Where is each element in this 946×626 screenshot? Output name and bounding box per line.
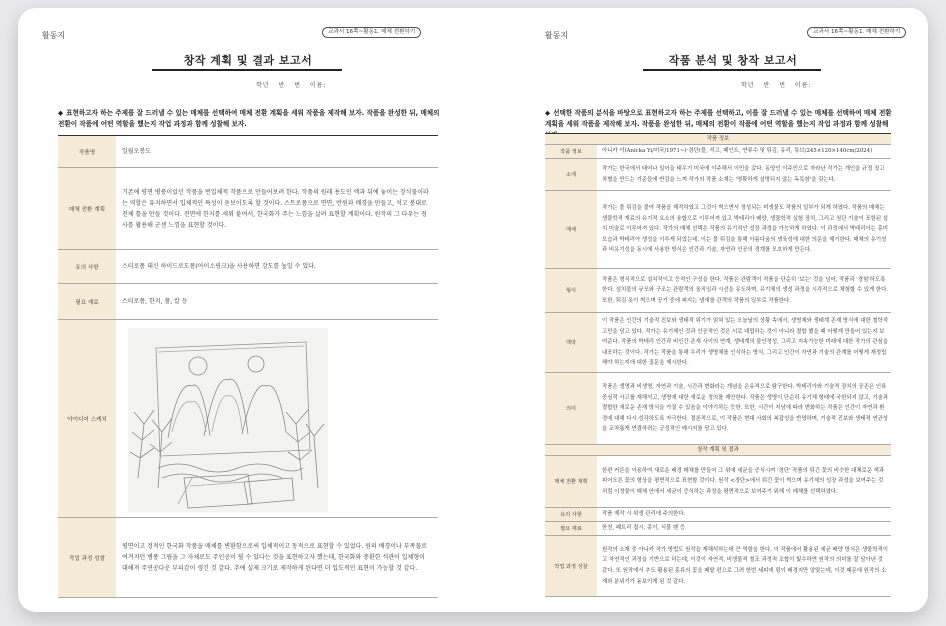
row-header: 매체 — [545, 191, 597, 268]
row-content: 기존에 평면 병풍이었던 작품을 번입체적 작품으로 만들어보려 한다. 작품의 원래 용도인 액과 뒤에 놓이는 장식물이라는 역할은 유지하면서 입체적인 특성이 돋보이도록 할 것이다. 스트로폼으로 면면, 반원과 배경을 만들고, 석고 붕대로 전체 틀을 만들 것이다. 전면에 한지를 새워 붙여서, 한국화가 주는 느낌을 살려 표현할 계획이다. 원작의 그 다우는 청사를 활용해 군센 느낌을 표현할 것이다. — [122, 188, 429, 229]
row-content: 한천, 페트리 접시, 종이, 식물 펜 등 — [602, 525, 686, 532]
table-row — [58, 518, 438, 598]
row-header: 형식 — [545, 269, 597, 312]
table-row — [545, 159, 891, 191]
table-row — [545, 269, 891, 313]
table-row — [58, 320, 438, 518]
row-content: 이 작품은 인간의 기술적 진보와 생태적 위기가 얽혀 있는 오늘날의 상황 속에서, 생명체와 생태계 존재 방식에 대한 철학적 고민을 담고 있다. 작가는 유기체인 것과 인공적인 것은 서로 대립하는 것이 아니라 결합 했을 때 어떻게 만들어 있는지 보여준다. 작품의 박테리 인간과 비인간 존재 사이의 연계, 생태계의 불안정성, 그리고 지속가능한 미래에 대한 작가의 관심을 내포하는 것이다. 작가는 작품을 통해 우리가 생명체를 인식하는 방식, 그리고 인간이 자연과 기술의 관계를 어떻게 재정립해야 하는지에 대한 질문을 제시한다. — [602, 318, 888, 367]
row-header: 매체 전환 계획 — [545, 456, 597, 507]
report-table — [58, 135, 438, 597]
row-header: 필요 재료 — [58, 284, 116, 319]
row-header: 맥락 — [545, 313, 597, 372]
table-row — [545, 522, 891, 536]
row-header: 소재 — [545, 159, 597, 190]
row-content: 일월오봉도 — [122, 148, 151, 155]
instructions — [58, 108, 442, 130]
student-info-line: 학년 반 번 이름: — [741, 82, 812, 89]
page-title: 창작 계획 및 결과 보고서 — [183, 54, 313, 67]
table-row — [58, 168, 438, 250]
table-row — [545, 536, 891, 597]
table-row — [58, 250, 438, 284]
instructions-text: 표현하고자 하는 주제를 잘 드러낼 수 있는 매체를 선택하여 매체 전환 계획을 세워 작품을 제작해 보자. 작품을 완성한 뒤, 매체의 전환이 작품에 어떤 역할을 했는지 작업 과정과 함께 성찰해 보자. — [58, 109, 440, 128]
textbook-reference: 교과서 16쪽~활동1. 매체 전환하기 — [322, 27, 421, 38]
row-header: 의미 — [545, 373, 597, 444]
table-row — [545, 313, 891, 373]
row-content: 원작의 소재 중 아니카 작가 방법도 원작을 재해석하는데 큰 역할을 한다. 이 작품에서 활용된 세균 배양 방식은 생물학적이고 자연적인 과정을 기반으로 하는데, 이것이 자연적, 비생물적 철조 과정적 조합이 빛수하면 원작의 의미를 잘 담아낸 것 같다. 또 원작에서 추도 활용된 흥류의 꽃을 페탈 편으로 그려 한번 세피에 펑이 배경지만 알맞는데, 이것 때문에 원작의 소재와 분위기가 돋보이게 된 것 같다. — [602, 546, 888, 585]
row-content: 작품은 생명과 비생명, 자연과 기술, 시간과 변화라는 개념을 은유적으로 탐구한다. 박테리아와 기술적 장치의 공존은 인류 중심적 사고를 재해석고, 생명에 대한 새로운 정의를 제안한다. 작품은 생명이 단순히 유기체 형태에 국한되지 않고, 기술과 결합한 새로운 존재 방식을 가질 수 있음을 이야기하는 듯한. 또한, 시간이 지남에 따라 변화하는 작품은 인간이 자연과 환경에 대해 다시 성각하도록 자극한다. 결론적으로, 이 작품은 현대 사회의 복잡성을 반영하며, 기술적 진보와 생태적 연관성을 교차롭게 연결하려는 긍정적인 메시지를 담고 있다. — [602, 384, 888, 433]
diamond-bullet-icon: ◆ — [58, 109, 64, 117]
table-row — [545, 191, 891, 269]
worksheet-tag: 활동지 — [545, 31, 569, 40]
row-content: 작가는 한국에서 태어나 일어을 태우기 미국에 이주해서 이민을 갔다. 동양인 이주민으로 자라난 작가는 개인을 규정 짓고 차별을 만드는 기준들에 반감을 느껴 작가의 작품 소재는 '명확하게 설명되지 않는 독특함'을 갖는다. — [602, 165, 885, 183]
section-header-creation-plan: 창작 계획 및 결과 — [545, 445, 891, 456]
instructions-text: 선택한 작품의 분석을 바탕으로 표현하고자 하는 주제를 선택하고, 이를 잘 드러낼 수 있는 매체를 선택하여 매체 전환 계획을 세워 작품을 제작해 보자. 작품을 완성한 뒤, 매체의 전환이 작품에 어떤 역할을 했는지 작업 과정과 함께 성찰해 — [545, 109, 892, 128]
row-content: 작품 제작 시 위생 관리에 주의한다. — [602, 511, 686, 518]
table-row — [58, 136, 438, 168]
table-row — [58, 284, 438, 320]
right-page — [473, 8, 928, 612]
row-content: 아니카 이(Anicka Yi/미국/1971~)·경단(풀, 석고, 페인트, 연류수 및 튀김, 유리, 튜브/245×120×140cm/2024) — [602, 148, 873, 155]
row-content: 작가는 풀 튀김을 붙여 작품을 제작하였고 그것이 썩으면서 정성되는 미생물도 작품의 일부가 되게 하였다. 작품의 매체는 생물학적 재료의 유기적 요소의 융합으로 이루어져 있고 박테리아 배양, 생물학적 실험 장치, 그리고 첨단 기술이 포함된 설치 미술로 이루어져 있다. 작가의 매체 선택은 작품의 유기적인 성장 과정을 가능하게 하였다. 이 과정에서 박테리아는 흥미 모습과 박테리아 생성을 이루게 되었는데, 이는 풀 튀김을 통해 아름다움의 생육성에 대한 의문을 제기한다. 매체의 유기성과 비유기성을 동시에 사용한 방식은 인간과 기술, 자연과 인공의 경계를 모호하게 만든다. — [602, 205, 888, 254]
worksheet-tag: 활동지 — [42, 31, 66, 40]
row-header: 필요 재료 — [545, 522, 597, 535]
row-header: 매체 전환 계획 — [58, 168, 116, 249]
row-content: 스티로폼, 한지, 풀, 칼 등 — [122, 298, 188, 305]
idea-sketch-image — [128, 328, 328, 512]
page-title: 작품 분석 및 창작 보고서 — [668, 54, 798, 67]
textbook-reference: 교과서 16쪽~활동1. 매체 전환하기 — [807, 27, 906, 38]
title-underline — [152, 69, 342, 71]
row-header: 유의 사항 — [545, 508, 597, 521]
row-header: 작업 과정 성찰 — [58, 518, 116, 597]
row-header: 유의 사항 — [58, 250, 116, 283]
student-info-line: 학년 반 번 이름: — [256, 82, 327, 89]
analysis-table — [545, 133, 891, 596]
table-row — [545, 508, 891, 522]
row-content: 스티로폼 대신 하이드로도폼(아이소핑크)을 사용하면 강도를 높일 수 있다. — [122, 263, 316, 270]
row-content: 한편 커튼을 이용하여 새로운 배경 매체를 만들어 그 위에 세균을 증식시켜 '경단' 작품의 튀긴 꽃의 비슷한 대체로운 색과 피어오른 꽃의 형상을 평면적으로 표현할 것이다. 원작 <경단>에서 튀긴 꽃이 썩으며 유기체의 성장 과정을 보여주는 것처럼 이정물이 매체 안에서 세균이 증식하는 과정을 평면적으로 보여주기 위해 이 매체를 선택하였다. — [602, 467, 885, 495]
row-content: 평면이고 정적인 한국화 작품을 매체를 변환함으로써 입체적이고 동적으로 표현할 수 있었다. 원의 배경이나 부족물로 여겨지던 병풍 그림을 그 자체로도 주인공이 될 수 있다는 것을 표현하고자 했는데, 한국화와 중환한 석관이 입체형이 대해져 주연공다운 부피감이 생긴 것 같다. 추에 실제 크기로 제작하게 된다면 더 입도적인 표현이 가능할 것 같다. — [122, 543, 427, 572]
left-page — [18, 8, 473, 612]
row-content: 작품은 형식적으로 설치작이고 등적인 구성을 한다. 작품은 관람객이 작품을 단순히 '보는' 것을 넘어, 작품과 '경험'하도록 한다. 설치물의 규모와 구조는 관람객의 움직임과 시선을 유도하며, 유기체의 생성 과정을 시각적으로 체험할 수 있게 한다. 또한, 튀김 옷이 썩으며 공기 중에 퍼지는 냄새를 관객의 작품의 일부로 작품한다. — [602, 276, 888, 304]
table-row — [545, 145, 891, 159]
row-header: 작업 과정 성찰 — [545, 536, 597, 596]
row-header: 아이디어 스케치 — [58, 320, 116, 517]
row-header: 작품명 — [58, 136, 116, 167]
section-header-work-info: 작품 정보 — [545, 134, 891, 145]
diamond-bullet-icon: ◆ — [545, 109, 551, 117]
table-row — [545, 373, 891, 445]
row-header: 작품 정보 — [545, 145, 597, 158]
document-viewer — [18, 8, 928, 612]
table-row — [545, 456, 891, 508]
title-underline — [643, 69, 821, 71]
